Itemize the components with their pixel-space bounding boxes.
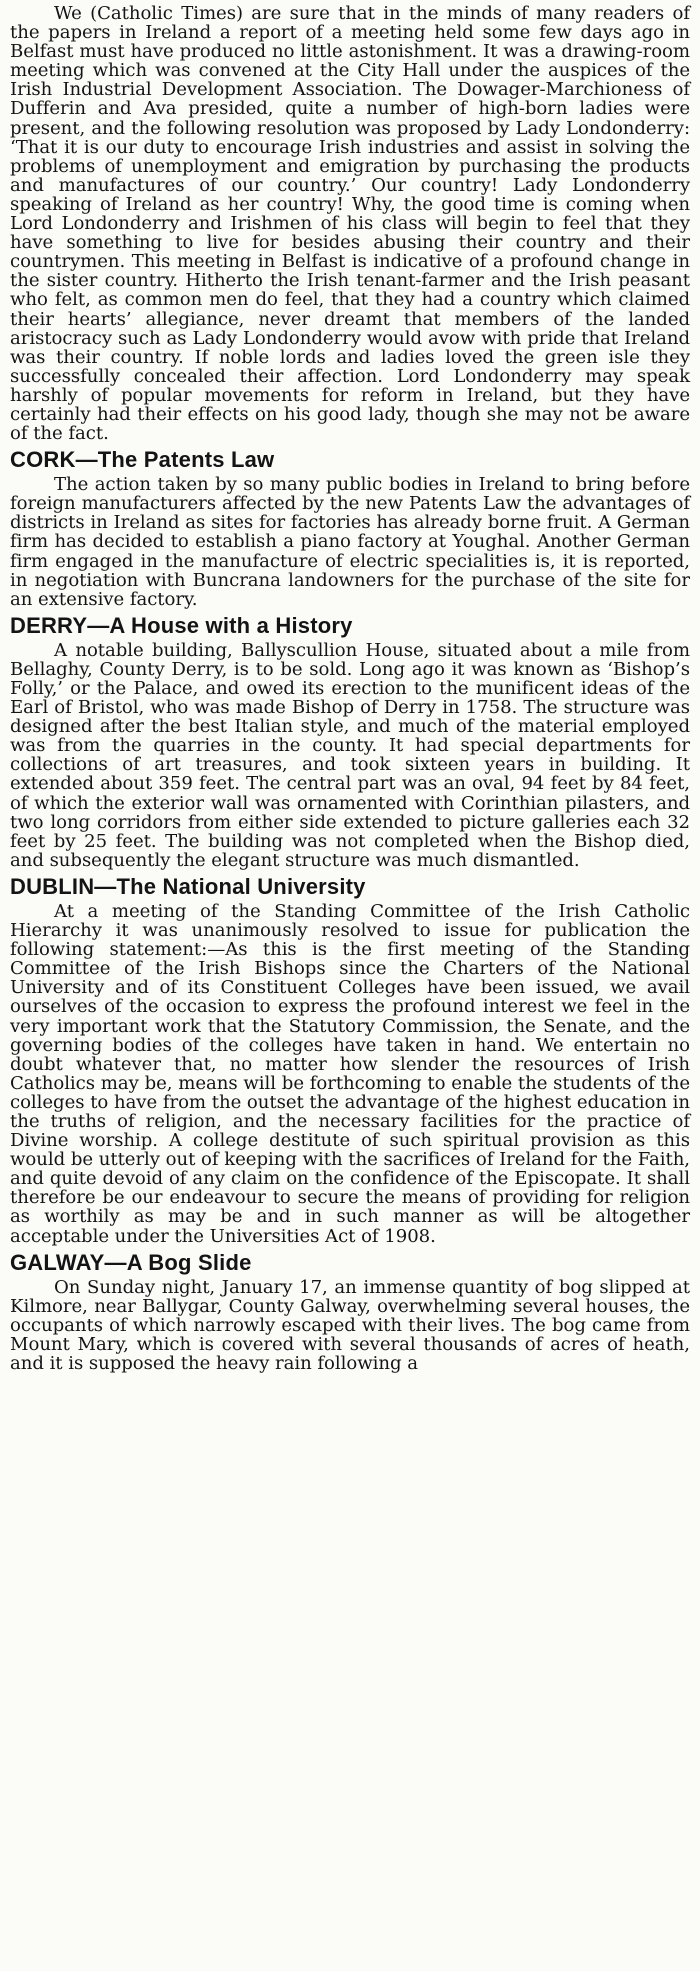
cork-heading: CORK—The Patents Law (10, 447, 275, 473)
galway-paragraph: On Sunday night, January 17, an immense quantity of bog slipped at Kilmore, near Ballygar, County Galway, overwhelming several houses, the occupants of which narrowly escaped with their lives. The bog came from Mount Mary, which is covered with several thousands of acres of heath, and it is supposed the heavy rain following a (10, 1276, 690, 1374)
dublin-paragraph: At a meeting of the Standing Committee of the Irish Catholic Hierarchy it was unanimously resolved to issue for publication the following statement:—As this is the first meeting of the Standing Committee of the Irish Bishops since the Charters of the National University and of its Constituent Colleges have been issued, we avail ourselves of the occasion to express the profound interest we feel in the very important work that the Statutory Commission, the Senate, and the governing bodies of the colleges have taken in hand. We entertain no doubt whatever that, no matter how slender the resources of Irish Catholics may be, means will be forthcoming to enable the students of the colleges to have from the outset the advantage of the highest education in the truths of religion, and the necessary facilities for the practice of Divine worship. A college destitute of such spiritual provision as this would be utterly out of keeping with the sacrifices of Ireland for the Faith, and quite devoid of any claim on the confidence of the Episcopate. It shall therefore be our endeavour to secure the means of providing for religion as worthily as may be and in such manner as will be altogether acceptable under the Universities Act of 1908. (10, 900, 691, 1247)
derry-heading: DERRY—A House with a History (10, 612, 353, 638)
galway-heading: GALWAY—A Bog Slide (10, 1249, 252, 1275)
cork-paragraph: The action taken by so many public bodies in Ireland to bring before foreign manufacturers affected by the new Patents Law the advantages of districts in Ireland as sites for factories has already borne fruit. A German firm has decided to establish a piano factory at Youghal. Another German firm engaged in the manufacture of electric specialities is, it is reported, in negotiation with Buncrana landowners for the purchase of the site for an extensive factory. (10, 474, 690, 610)
dublin-heading: DUBLIN—The National University (10, 873, 366, 899)
derry-paragraph: A notable building, Ballyscullion House, situated about a mile from Bellaghy, County Derry, is to be sold. Long ago it was known as ‘Bishop’s Folly,’ or the Palace, and owed its erection to the munificent ideas of the Earl of Bristol, who was made Bishop of Derry in 1758. The structure was designed after the best Italian style, and much of the material employed was from the quarries in the county. It had special departments for collections of art treasures, and took sixteen years in building. It extended about 359 feet. The central part was an oval, 94 feet by 84 feet, of which the exterior wall was ornamented with Corinthian pilasters, and two long corridors from either side extended to picture galleries each 32 feet by 25 feet. The building was not completed when the Bishop died, and subsequently the elegant structure was much dismantled. (10, 639, 690, 871)
intro-paragraph: We (Catholic Times) are sure that in the minds of many readers of the papers in Ireland a report of a meeting held some few days ago in Belfast must have produced no little astonishment. It was a drawing-room meeting which was convened at the City Hall under the auspices of the Irish Industrial Development Association. The Dowager-Marchioness of Dufferin and Ava presided, quite a number of high-born ladies were present, and the following resolution was proposed by Lady Londonderry: ‘That it is our duty to encourage Irish industries and assist in solving the problems of unemployment and emigration by purchasing the products and manufactures of our country.’ Our country! Lady Londonderry speaking of Ireland as her country! Why, the good time is coming when Lord Londonderry and Irishmen of his class will begin to feel that they have something to live for besides abusing their country and their countrymen. This meeting in Belfast is indicative of a profound change in the sister country. Hitherto the Irish tenant-farmer and the Irish peasant who felt, as common men do feel, that they had a country which claimed their hearts’ allegiance, never dreamt that members of the landed aristocracy such as Lady Londonderry would avow with pride that Ireland was their country. If noble lords and ladies loved the green isle they successfully concealed their affection. Lord Londonderry may speak harshly of popular movements for reform in Ireland, but they have certainly had their effects on his good lady, though she may not be aware of the fact. (10, 3, 690, 445)
